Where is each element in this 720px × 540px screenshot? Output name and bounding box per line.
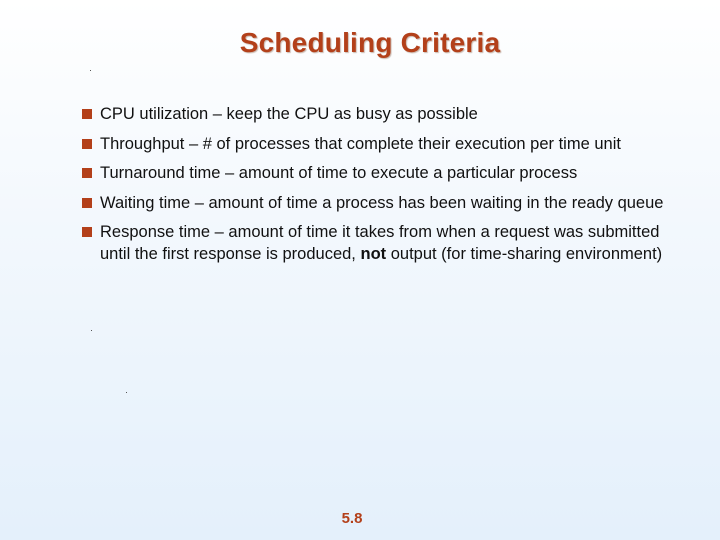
bullet-text: CPU utilization – keep the CPU as busy as possible [100, 105, 478, 123]
bullet-text: Waiting time – amount of time a process has been waiting in the ready queue [100, 193, 664, 212]
bullet-text-before: Response time – amount of time it takes from when a request was submitted until the first response is produced, [100, 223, 660, 263]
bullet-text: Turnaround time – amount of time to execute a particular process [100, 164, 578, 182]
slide-title: Scheduling Criteria [239, 27, 501, 58]
bullet-waiting-time [82, 192, 682, 214]
bullet-response-time [82, 221, 682, 265]
stray-dot [91, 330, 92, 331]
bullet-bold-word: not [360, 245, 387, 263]
bullet-throughput [82, 133, 682, 155]
bullet-turnaround-time [82, 162, 682, 184]
bullet-list [82, 103, 682, 273]
square-bullet-icon [82, 139, 92, 149]
stray-dot [126, 392, 127, 393]
page-number: 5.8 [341, 510, 363, 527]
square-bullet-icon [82, 168, 92, 178]
bullet-cpu-utilization [82, 103, 682, 125]
bullet-text-after: output (for time-sharing environment) [386, 245, 663, 263]
square-bullet-icon [82, 109, 92, 119]
bullet-text: Throughput – # of processes that complete their execution per time unit [100, 134, 621, 153]
stray-dot [90, 70, 91, 71]
square-bullet-icon [82, 198, 92, 208]
square-bullet-icon [82, 227, 92, 237]
